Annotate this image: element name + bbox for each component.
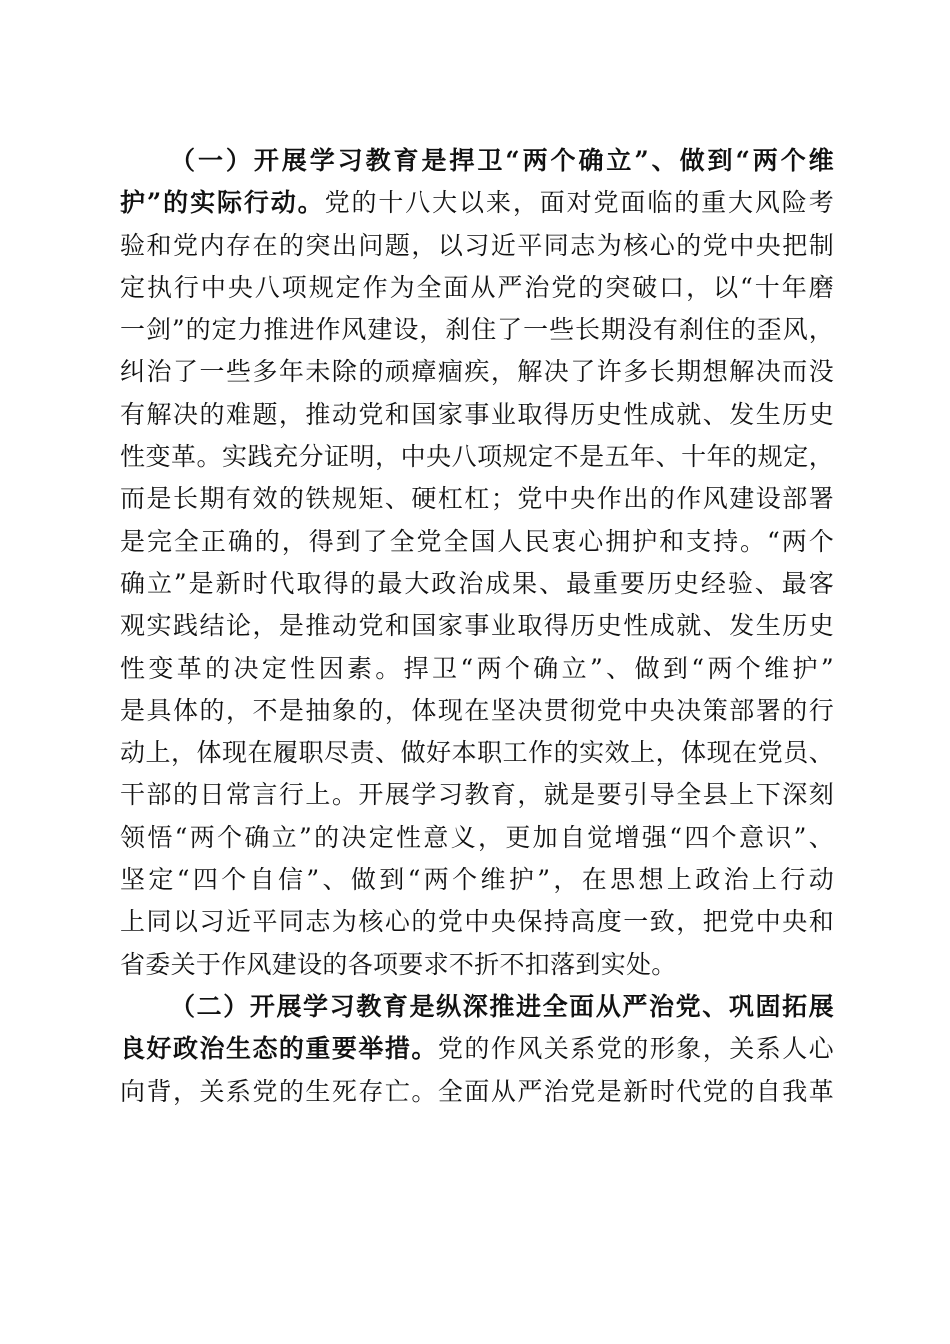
body-text: 动上，体现在履职尽责、做好本职工作的实效上，体现在党员、: [120, 738, 834, 768]
body-text: 性变革的决定性因素。捍卫“两个确立”、做到“两个维护”: [120, 653, 834, 683]
text-line: [120, 901, 834, 943]
text-line: [120, 690, 834, 732]
paragraph-1: [120, 140, 834, 986]
text-line: [120, 182, 834, 224]
text-line: [120, 859, 834, 901]
text-line: [120, 817, 834, 859]
section-heading: 良好政治生态的重要举措。: [120, 1034, 438, 1064]
text-line: [120, 225, 834, 267]
body-text: 而是长期有效的铁规矩、硬杠杠；党中央作出的作风建设部署: [120, 484, 834, 514]
section-heading: 护”的实际行动。: [120, 188, 325, 218]
text-line: [120, 521, 834, 563]
body-text: 向背，关系党的生死存亡。全面从严治党是新时代党的自我革: [120, 1076, 834, 1106]
body-text: 性变革。实践充分证明，中央八项规定不是五年、十年的规定，: [120, 442, 834, 472]
text-line: [120, 309, 834, 351]
text-line: [120, 986, 834, 1028]
text-line: [120, 774, 834, 816]
text-line: [120, 140, 834, 182]
text-line: [120, 648, 834, 690]
body-text: 是具体的，不是抽象的，体现在坚决贯彻党中央决策部署的行: [120, 695, 834, 725]
body-text: 定执行中央八项规定作为全面从严治党的突破口，以“十年磨: [120, 272, 834, 302]
body-text: 是完全正确的，得到了全党全国人民衷心拥护和支持。“两个: [120, 526, 834, 556]
text-line: [120, 267, 834, 309]
text-line: [120, 1028, 834, 1070]
body-text: 党的十八大以来，面对党面临的重大风险考: [324, 188, 835, 218]
paragraph-2: [120, 986, 834, 1113]
section-heading: （一）开展学习教育是捍卫“两个确立”、做到“两个维: [170, 146, 834, 175]
body-text: 一剑”的定力推进作风建设，刹住了一些长期没有刹住的歪风，: [120, 315, 834, 345]
text-line: [120, 944, 834, 986]
body-text: 省委关于作风建设的各项要求不折不扣落到实处。: [120, 949, 677, 979]
body-text: 纠治了一些多年未除的顽瘴痼疾，解决了许多长期想解决而没: [120, 357, 834, 387]
text-line: [120, 605, 834, 647]
body-text: 验和党内存在的突出问题，以习近平同志为核心的党中央把制: [120, 230, 834, 260]
body-text: 观实践结论，是推动党和国家事业取得历史性成就、发生历史: [120, 611, 834, 641]
body-text: 党的作风关系党的形象，关系人心: [437, 1034, 834, 1064]
body-text: 干部的日常言行上。开展学习教育，就是要引导全县上下深刻: [120, 780, 834, 810]
text-line: [120, 732, 834, 774]
text-line: [120, 478, 834, 520]
text-line: [120, 1071, 834, 1113]
document-body: [120, 140, 834, 1113]
body-text: 领悟“两个确立”的决定性意义，更加自觉增强“四个意识”、: [120, 822, 834, 852]
text-line: [120, 436, 834, 478]
text-line: [120, 563, 834, 605]
section-heading: （二）开展学习教育是纵深推进全面从严治党、巩固拓展: [170, 991, 834, 1021]
text-line: [120, 394, 834, 436]
body-text: 确立”是新时代取得的最大政治成果、最重要历史经验、最客: [120, 568, 834, 598]
body-text: 坚定“四个自信”、做到“两个维护”，在思想上政治上行动: [120, 865, 834, 895]
body-text: 有解决的难题，推动党和国家事业取得历史性成就、发生历史: [120, 399, 834, 429]
body-text: 上同以习近平同志为核心的党中央保持高度一致，把党中央和: [120, 907, 834, 937]
text-line: [120, 351, 834, 393]
